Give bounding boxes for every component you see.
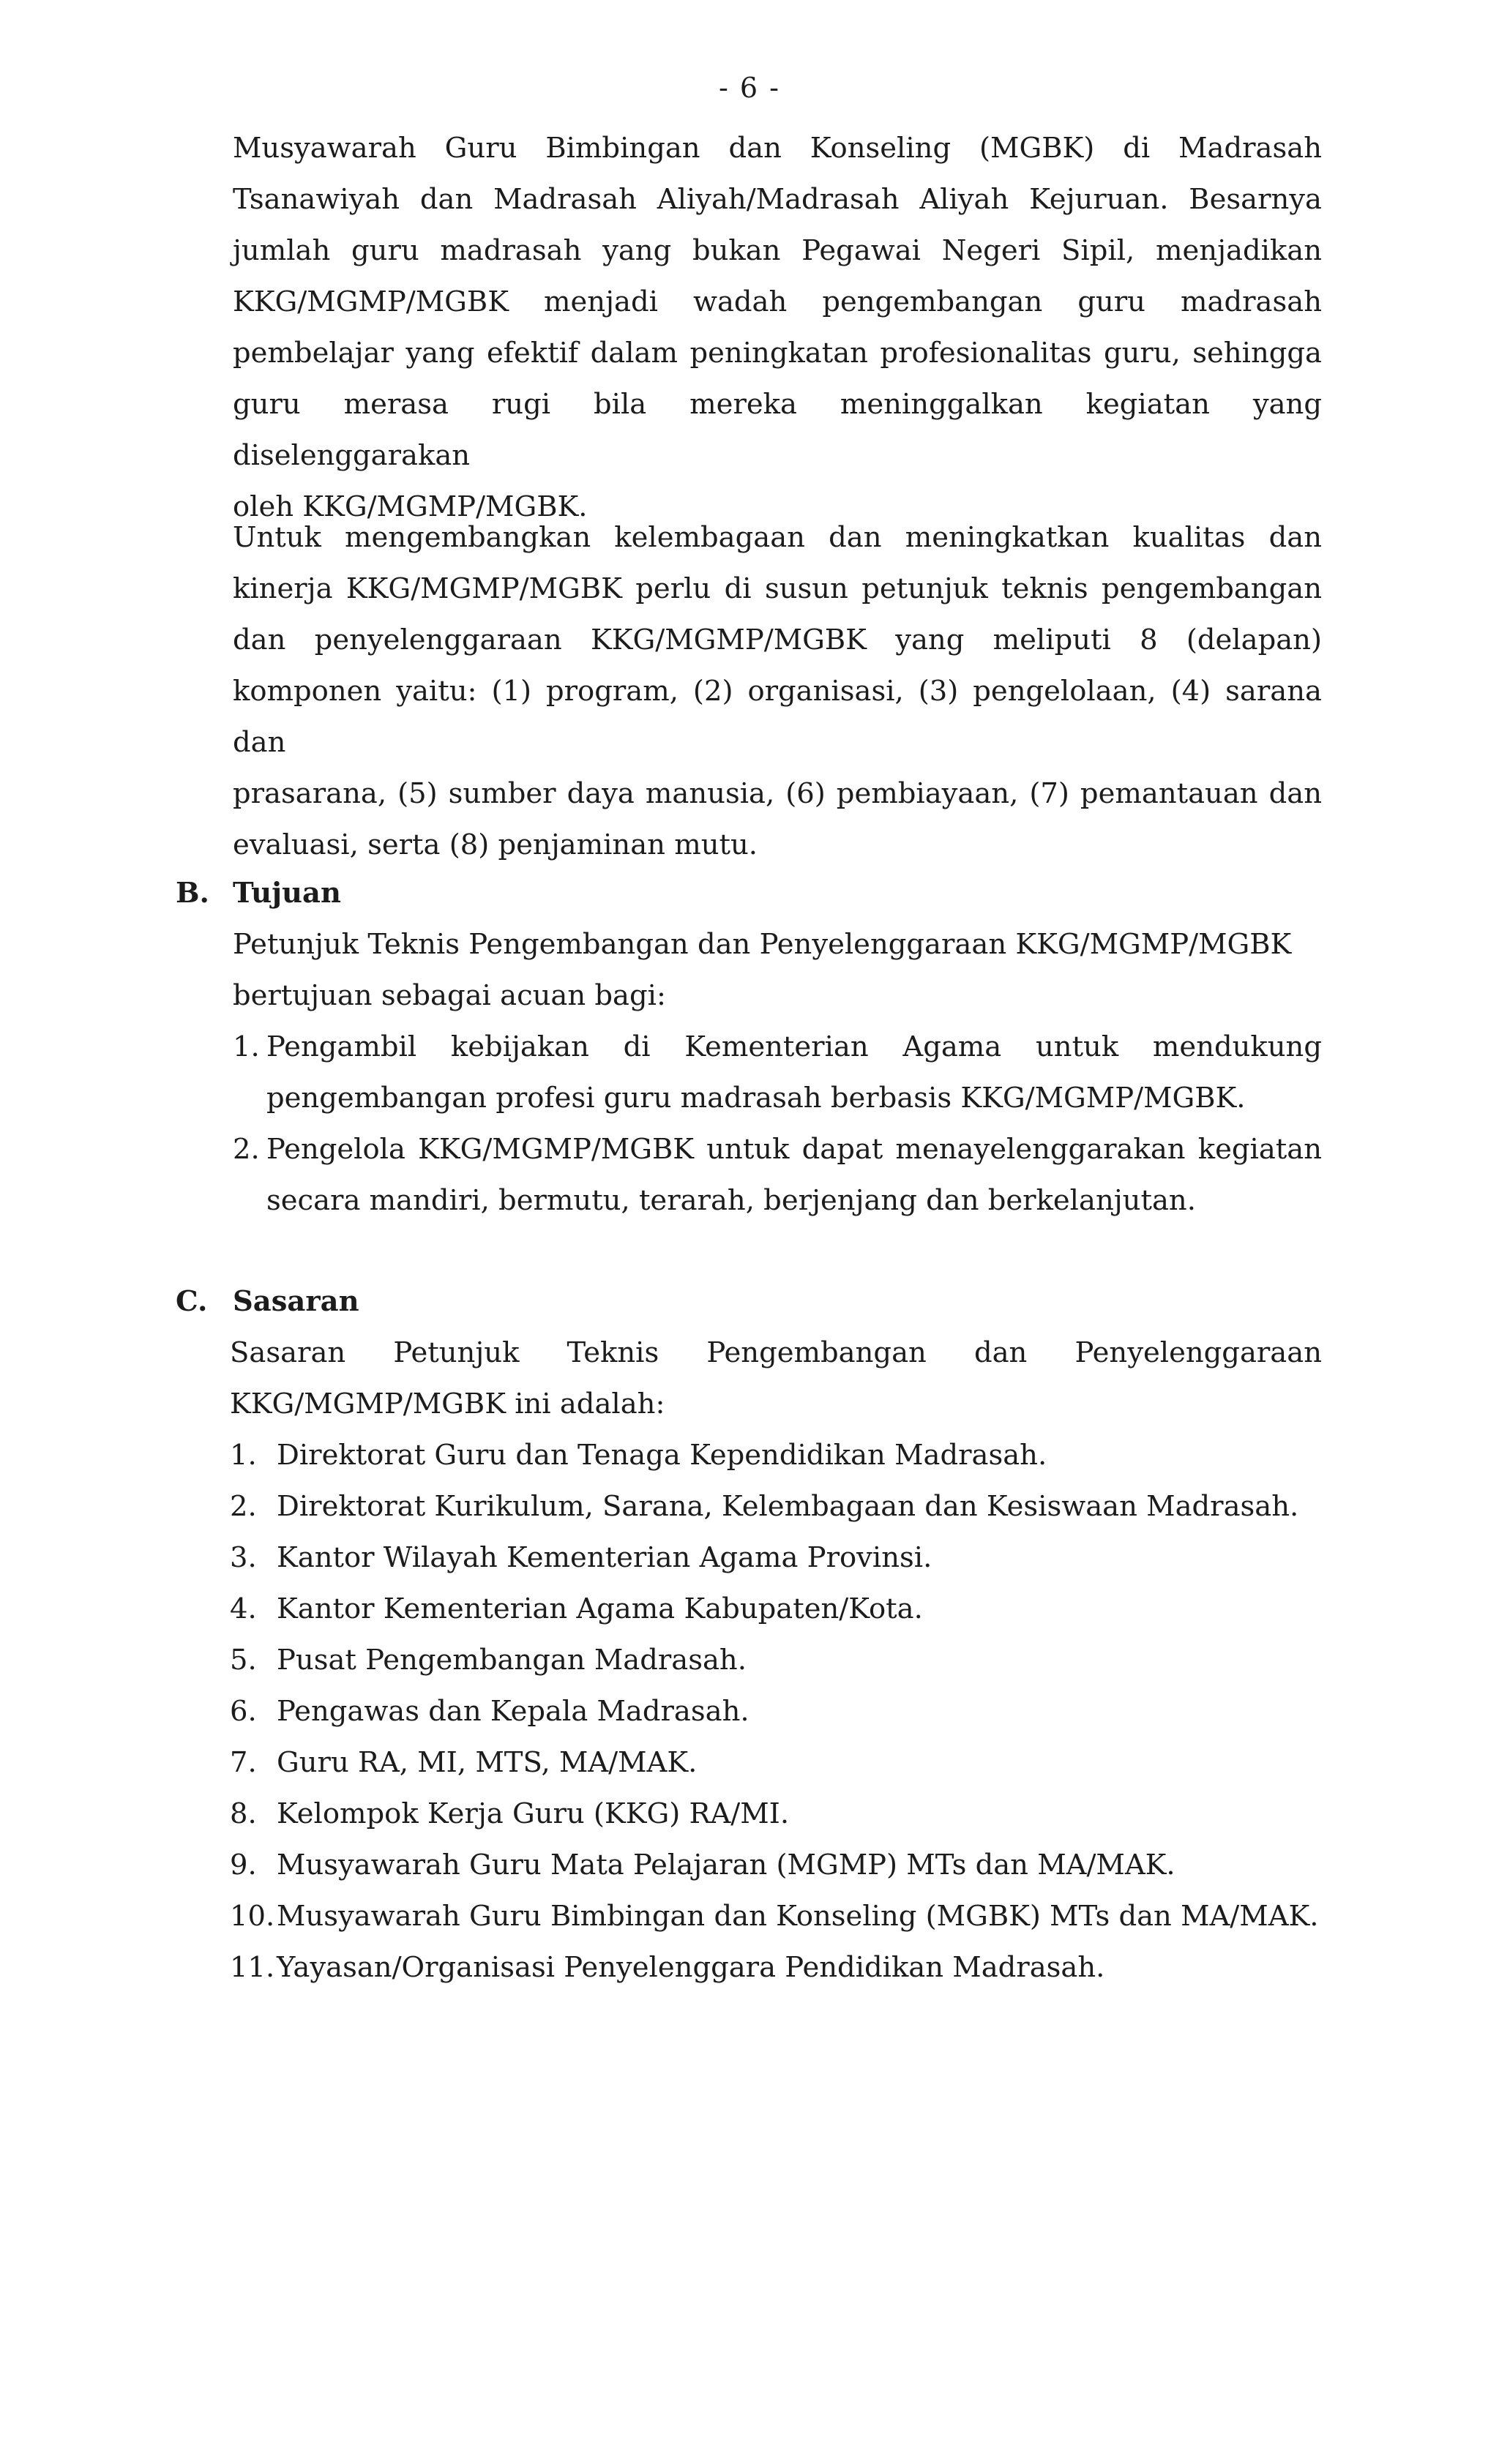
intro-line: Musyawarah Guru Bimbingan dan Konseling (MGBK) di Madrasah <box>233 132 1322 165</box>
list-item <box>230 1789 1322 1840</box>
list-item <box>230 1686 1322 1737</box>
intro-line: Tsanawiyah dan Madrasah Aliyah/Madrasah Aliyah Kejuruan. Besarnya <box>233 183 1322 216</box>
list-item-number: 2. <box>230 1490 257 1523</box>
list-item-number: 11. <box>230 1951 275 1984</box>
development-line: kinerja KKG/MGMP/MGBK perlu di susun petunjuk teknis pengembangan <box>233 572 1322 605</box>
list-item-line: secara mandiri, bermutu, terarah, berjenjang dan berkelanjutan. <box>266 1184 1196 1217</box>
section-b-title: Tujuan <box>233 877 341 910</box>
development-text <box>233 512 1322 871</box>
section-b-body <box>233 919 1322 1227</box>
section-c-list <box>230 1430 1322 1993</box>
section-c-title: Sasaran <box>233 1285 359 1318</box>
list-item-number: 10. <box>230 1900 275 1933</box>
list-item-number: 2. <box>233 1133 260 1166</box>
section-b-intro <box>233 919 1322 1022</box>
section-c-intro-line: KKG/MGMP/MGBK ini adalah: <box>230 1388 665 1420</box>
section-b-letter: B. <box>176 877 209 910</box>
list-item-text: Direktorat Guru dan Tenaga Kependidikan Madrasah. <box>277 1439 1047 1472</box>
section-b-heading <box>176 868 341 919</box>
list-item-text: Kelompok Kerja Guru (KKG) RA/MI. <box>277 1797 790 1830</box>
list-item <box>230 1481 1322 1532</box>
list-item-text: Direktorat Kurikulum, Sarana, Kelembagaan dan Kesiswaan Madrasah. <box>277 1490 1299 1523</box>
intro-line: jumlah guru madrasah yang bukan Pegawai Negeri Sipil, menjadikan <box>233 234 1322 267</box>
intro-paragraph <box>233 123 1322 533</box>
list-item-number: 8. <box>230 1797 257 1830</box>
list-item <box>230 1891 1322 1942</box>
list-item <box>230 1635 1322 1686</box>
list-item-text: Musyawarah Guru Mata Pelajaran (MGMP) MTs dan MA/MAK. <box>277 1849 1175 1881</box>
development-line: dan penyelenggaraan KKG/MGMP/MGBK yang meliputi 8 (delapan) <box>233 624 1322 656</box>
development-line: komponen yaitu: (1) program, (2) organisasi, (3) pengelolaan, (4) sarana dan <box>233 675 1322 759</box>
intro-line: oleh KKG/MGMP/MGBK. <box>233 490 588 523</box>
development-line: Untuk mengembangkan kelembagaan dan meningkatkan kualitas dan <box>233 521 1322 554</box>
list-item <box>230 1840 1322 1891</box>
list-item-text: Pusat Pengembangan Madrasah. <box>277 1644 747 1677</box>
list-item <box>233 1022 1322 1124</box>
list-item-text: Guru RA, MI, MTS, MA/MAK. <box>277 1746 698 1779</box>
intro-text <box>233 123 1322 533</box>
section-c-body <box>230 1328 1322 1993</box>
list-item-number: 4. <box>230 1592 257 1625</box>
section-b-list <box>233 1022 1322 1227</box>
list-item <box>230 1737 1322 1789</box>
list-item-text: Pengawas dan Kepala Madrasah. <box>277 1695 750 1728</box>
list-item-number: 9. <box>230 1849 257 1881</box>
list-item <box>233 1124 1322 1227</box>
list-item-line: pengembangan profesi guru madrasah berbasis KKG/MGMP/MGBK. <box>266 1082 1246 1115</box>
list-item-number: 7. <box>230 1746 257 1779</box>
list-item-number: 5. <box>230 1644 257 1677</box>
list-item-text: Kantor Wilayah Kementerian Agama Provinsi. <box>277 1541 932 1574</box>
list-item-number: 6. <box>230 1695 257 1728</box>
list-item-line: Pengambil kebijakan di Kementerian Agama untuk mendukung <box>266 1030 1322 1063</box>
section-b-intro-line: bertujuan sebagai acuan bagi: <box>233 979 666 1012</box>
list-item-text <box>233 1022 1322 1124</box>
list-item-line: Pengelola KKG/MGMP/MGBK untuk dapat menayelenggarakan kegiatan <box>266 1133 1322 1166</box>
list-item-text: Yayasan/Organisasi Penyelenggara Pendidikan Madrasah. <box>277 1951 1105 1984</box>
section-c-intro <box>230 1328 1322 1430</box>
list-item <box>230 1584 1322 1635</box>
development-paragraph <box>233 512 1322 871</box>
section-b-intro-line: Petunjuk Teknis Pengembangan dan Penyelenggaraan KKG/MGMP/MGBK <box>233 928 1292 961</box>
list-item <box>230 1942 1322 1993</box>
list-item-number: 1. <box>233 1030 260 1063</box>
list-item-text: Kantor Kementerian Agama Kabupaten/Kota. <box>277 1592 923 1625</box>
list-item-number: 1. <box>230 1439 257 1472</box>
intro-line: pembelajar yang efektif dalam peningkatan profesionalitas guru, sehingga <box>233 337 1322 370</box>
section-c-letter: C. <box>176 1285 208 1318</box>
development-line: evaluasi, serta (8) penjaminan mutu. <box>233 828 758 861</box>
list-item-text: Musyawarah Guru Bimbingan dan Konseling (MGBK) MTs dan MA/MAK. <box>277 1900 1319 1933</box>
page-number: - 6 - <box>718 72 780 104</box>
intro-line: guru merasa rugi bila mereka meninggalkan kegiatan yang diselenggarakan <box>233 388 1322 472</box>
section-c-heading <box>176 1276 359 1328</box>
list-item-text <box>233 1124 1322 1227</box>
list-item-number: 3. <box>230 1541 257 1574</box>
section-c-intro-line: Sasaran Petunjuk Teknis Pengembangan dan Penyelenggaraan <box>230 1336 1322 1369</box>
development-line: prasarana, (5) sumber daya manusia, (6) pembiayaan, (7) pemantauan dan <box>233 777 1322 810</box>
list-item <box>230 1430 1322 1481</box>
intro-line: KKG/MGMP/MGBK menjadi wadah pengembangan guru madrasah <box>233 285 1322 318</box>
list-item <box>230 1532 1322 1584</box>
